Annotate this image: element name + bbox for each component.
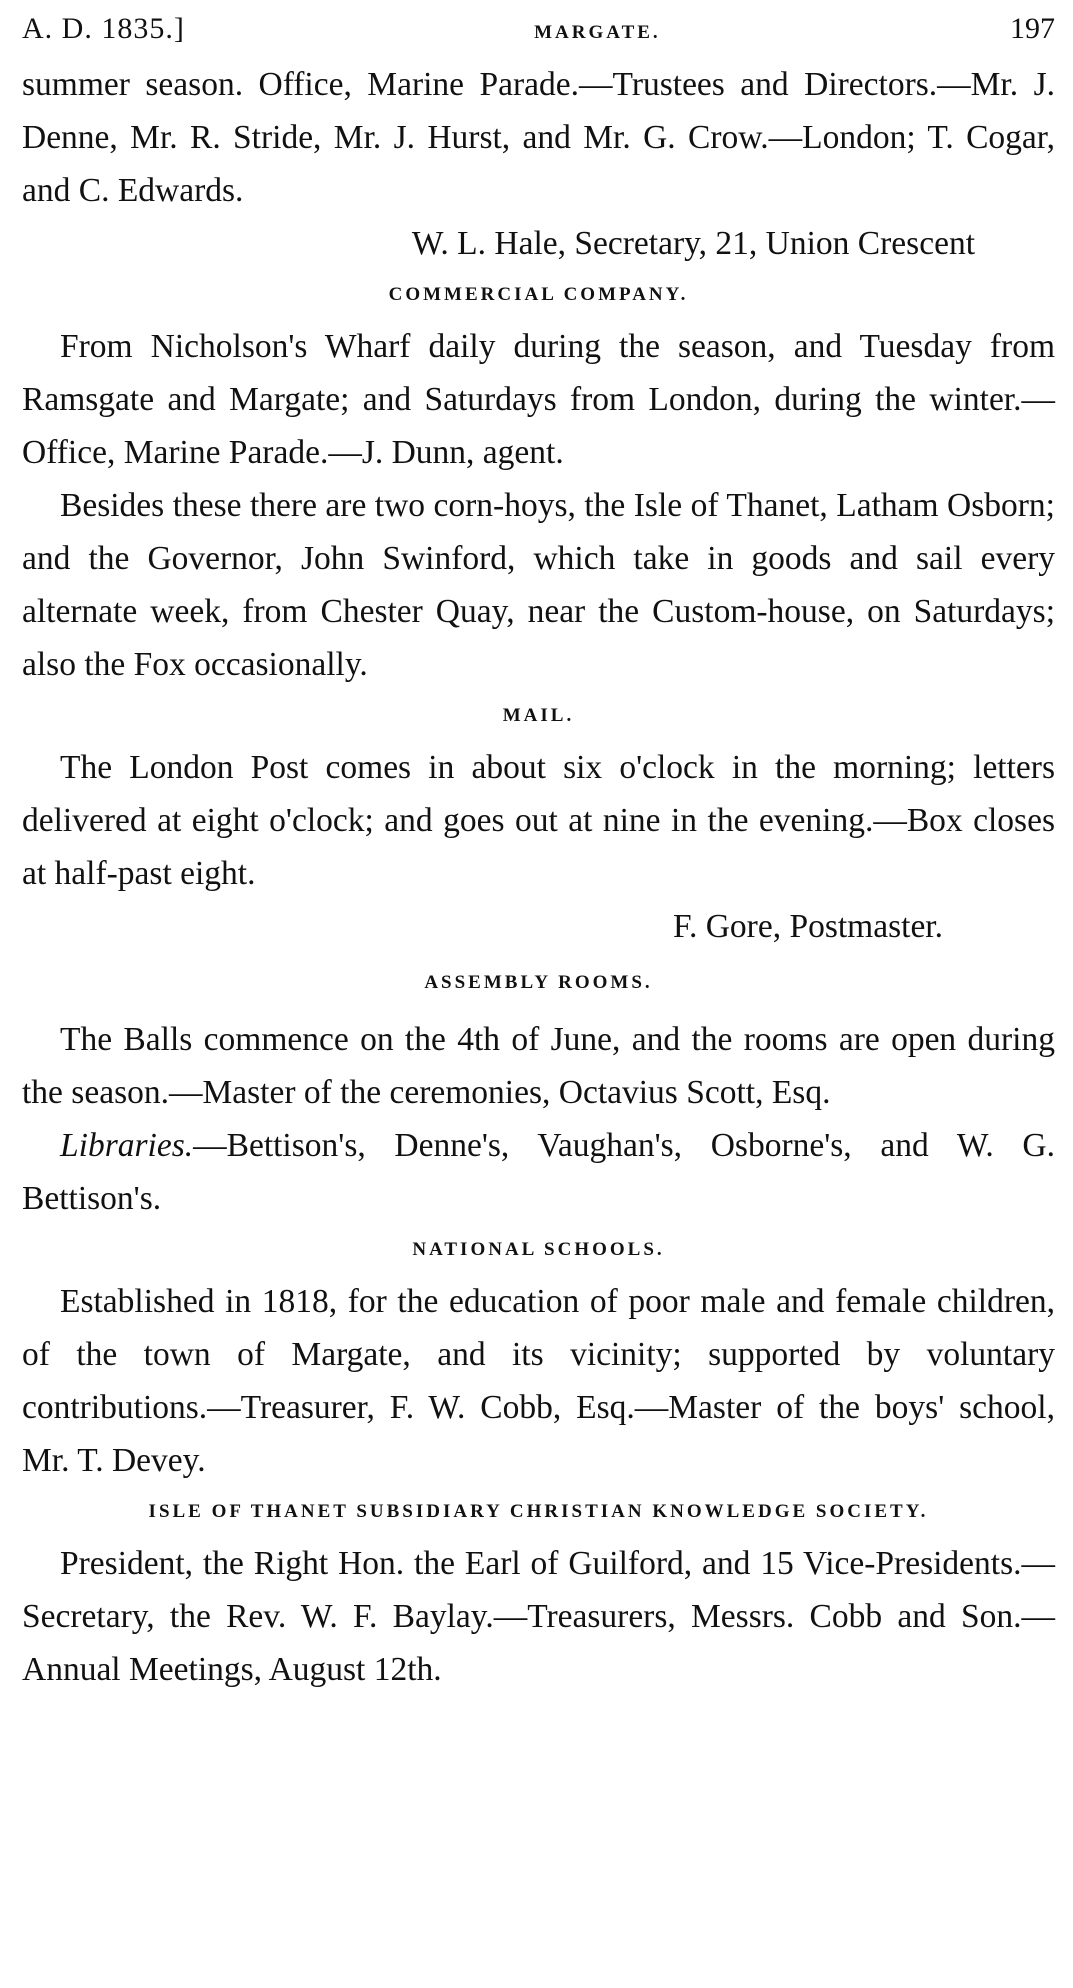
paragraph-commercial: From Nicholson's Wharf daily during the season, and Tuesday from Ramsgate and Margate; and Saturdays from London, during the winter.—Office, Marine Parade.—J. Dunn, agent. — [22, 328, 1055, 471]
paragraph-mail: The London Post comes in about six o'clock in the morning; letters delivered at eight o'clock; and goes out at nine in the evening.—Box closes at half-past eight. — [22, 749, 1055, 892]
heading-assembly-rooms: ASSEMBLY ROOMS. — [424, 972, 653, 993]
paragraph-society: President, the Right Hon. the Earl of Guilford, and 15 Vice-Presidents.—Secretary, the Rev. W. F. Baylay.—Treasurers, Messrs. Cobb and Son.—Annual Meetings, August 12th. — [22, 1545, 1055, 1688]
heading-christian-knowledge-society: ISLE OF THANET SUBSIDIARY CHRISTIAN KNOWLEDGE SOCIETY. — [148, 1501, 929, 1522]
heading-commercial-company: COMMERCIAL COMPANY. — [388, 284, 689, 305]
paragraph-continuation: summer season. Office, Marine Parade.—Trustees and Directors.—Mr. J. Denne, Mr. R. Stride, Mr. J. Hurst, and Mr. G. Crow.—London; T. Cogar, and C. Edwards. — [22, 66, 1055, 209]
signature-secretary: W. L. Hale, Secretary, 21, Union Crescent — [411, 225, 975, 262]
heading-mail: MAIL. — [502, 705, 575, 726]
libraries-label: Libraries. — [60, 1127, 194, 1164]
paragraph-libraries — [22, 1119, 1055, 1225]
header-date: A. D. 1835.] — [22, 12, 185, 45]
heading-national-schools: NATIONAL SCHOOLS. — [412, 1239, 665, 1260]
paragraph-assembly: The Balls commence on the 4th of June, and the rooms are open during the season.—Master of the ceremonies, Octavius Scott, Esq. — [22, 1021, 1055, 1111]
paragraph-national-schools: Established in 1818, for the education of poor male and female children, of the town of Margate, and its vicinity; supported by voluntary contributions.—Treasurer, F. W. Cobb, Esq.—Master of the boys' school, Mr. T. Devey. — [22, 1283, 1055, 1479]
paragraph-corn-hoys: Besides these there are two corn-hoys, the Isle of Thanet, Latham Osborn; and the Governor, John Swinford, which take in goods and sail every alternate week, from Chester Quay, near the Custom-house, on Saturdays; also the Fox occasionally. — [22, 487, 1055, 683]
page-number: 197 — [1009, 12, 1055, 45]
running-head — [22, 12, 1055, 58]
libraries-text: —Bettison's, Denne's, Vaughan's, Osborne's, and W. G. Bettison's. — [22, 1127, 1055, 1217]
header-title: MARGATE. — [534, 22, 661, 43]
signature-postmaster: F. Gore, Postmaster. — [673, 908, 943, 945]
